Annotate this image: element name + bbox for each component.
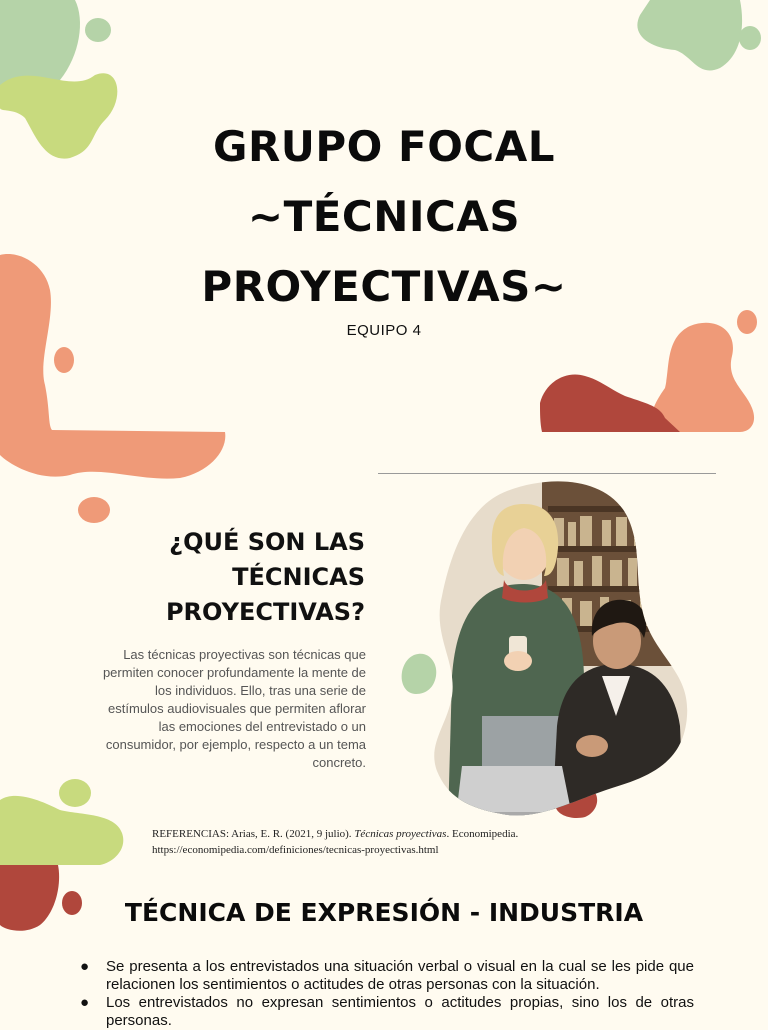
bullet-dot-icon: ●	[80, 958, 90, 975]
cover-title-line-3: PROYECTIVAS~	[201, 262, 567, 311]
question-heading-line-3: PROYECTIVAS?	[165, 598, 365, 626]
cover-title-line-2: ~TÉCNICAS	[247, 192, 521, 241]
team-label: EQUIPO 4	[346, 322, 422, 339]
references-citation-title: Técnicas proyectivas	[354, 828, 447, 840]
references-citation-post: . Economipedia.	[446, 828, 519, 840]
section-divider	[378, 473, 716, 474]
question-heading	[35, 525, 365, 630]
decorative-blob-top-right	[630, 0, 768, 80]
references	[152, 826, 672, 858]
references-citation-pre: Arias, E. R. (2021, 9 julio).	[231, 828, 352, 840]
question-body: Las técnicas proyectivas son técnicas que permiten conocer profundamente la mente de los individuos. Ello, tras una serie de estímulos audiovisuales que permiten aflorar las emociones del entrevistado o un consumidor, por ejemplo, respecto a un tema concreto.	[102, 647, 366, 770]
references-url[interactable]: https://economipedia.com/definiciones/tecnicas-proyectivas.html	[152, 844, 439, 856]
cover-title-line-1: GRUPO FOCAL	[212, 122, 555, 171]
list-item-text: Se presenta a los entrevistados una situación verbal o visual en la cual se les pide que relacionen los sentimientos o actitudes de otras personas con la situación.	[106, 958, 694, 993]
question-heading-line-1: ¿QUÉ SON LAS	[169, 528, 365, 556]
references-label: REFERENCIAS:	[152, 828, 230, 840]
list-item	[78, 994, 694, 1030]
list-item-text: Los entrevistados no expresan sentimientos o actitudes propias, sino los de otras personas.	[106, 994, 694, 1029]
cover-title	[0, 112, 768, 322]
list-item	[78, 958, 694, 994]
technique-heading: TÉCNICA DE EXPRESIÓN - INDUSTRIA	[124, 898, 644, 927]
bullet-dot-icon: ●	[80, 994, 90, 1011]
technique-bullet-list	[78, 958, 694, 1030]
photo-people-reviewing-laptop	[412, 476, 692, 821]
question-heading-line-2: TÉCNICAS	[232, 563, 365, 591]
